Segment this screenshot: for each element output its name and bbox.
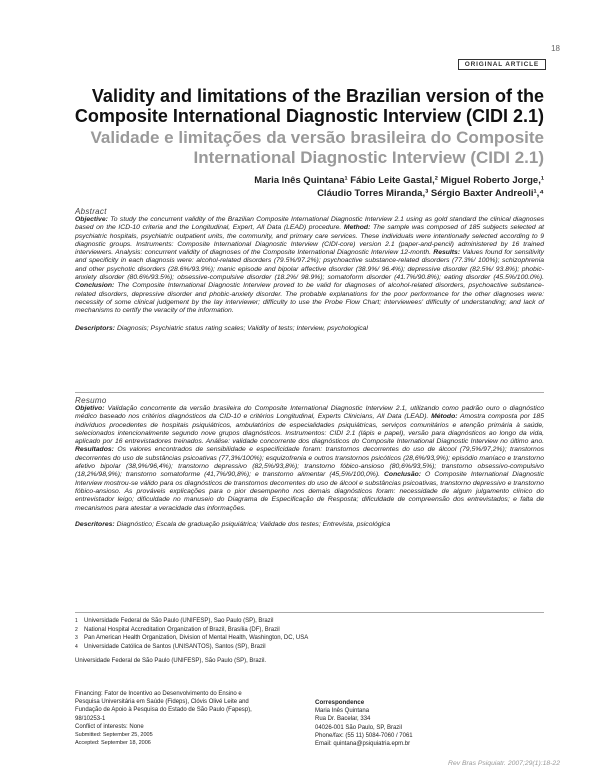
title-portuguese: Validade e limitações da versão brasileira do Composite International Diagnostic Interview (CIDI 2.1) bbox=[90, 128, 544, 167]
accepted-date: Accepted: September 18, 2006 bbox=[75, 740, 151, 747]
resumo-body bbox=[75, 405, 544, 513]
abstract-results: Values found for sensitivity and specificity in each diagnosis were: alcohol-related disorders (79.5%/97.2%); psychoactive substance-related disorders (77.3%/ 100%); schizophrenia and other psychotic disorders (28.6%/93.9%); manic episode and bipolar affective disorder (38.9%/ 96.4%); depressive disorder (82.5%/ 93.8%); phobic-anxiety disorder (80.6%/93.5%); obsessive-compulsive disorder (18.2%/ 98.9%); somatoform disorder (41.7%/90.8%); eating disorder (45.5%/100.0%). bbox=[75, 249, 545, 282]
resumo-method-label: Método: bbox=[431, 413, 458, 421]
financing-info bbox=[75, 690, 252, 747]
author-line-1: Maria Inês Quintana¹ Fábio Leite Gastal,² Miguel Roberto Jorge,¹ bbox=[254, 175, 544, 186]
page-number: 18 bbox=[551, 44, 560, 53]
abstract-conclusion: The Composite International Diagnostic Interview proved to be valid for diagnoses of alcohol-related disorders, psychoactive substance-related disorders, depressive disorder and phobic-anxiety disorder. The probable explanations for the poor performance for the other diagnoses were: necessity of some clinical judgement by the lay interviewer; difficulty to use the Probe Flow Chart; interviewees' difficulty of understanding; and lack of mechanisms to certify the veracity of the information. bbox=[75, 282, 544, 315]
institution: Universidade Federal de São Paulo (UNIFESP), São Paulo (SP), Brazil. bbox=[75, 658, 267, 665]
abstract-section bbox=[75, 207, 544, 333]
resumo-method: Amostra composta por 185 indivíduos procedentes de hospitais psiquiátricos, ambulatórios de especialidades psiquiátricas, serviços comunitários e atenção primária à saúde, selecionados intencionalmente segundo nove grupos diagnósticos. Instrumentos: CIDI 2.1 (lápis e papel), versão para diagnósticos ao longo da vida, aplicado por 16 entrevistadores treinados. Análise: validade concorrente dos diagnósticos do Composite International Diagnostic Interview no último ano. bbox=[75, 413, 544, 446]
correspondence-name: Maria Inês Quintana bbox=[315, 708, 370, 715]
conflict-of-interests: Conflict of interests: None bbox=[75, 723, 144, 730]
resumo-heading: Resumo bbox=[75, 396, 107, 405]
affiliation-1: 1 Universidade Federal de São Paulo (UNIFESP), Sao Paulo (SP), Brazil bbox=[75, 618, 274, 624]
resumo-results-label: Resultados: bbox=[75, 446, 114, 454]
abstract-descriptors bbox=[75, 325, 544, 333]
affiliation-4: 4 Universidade Católica de Santos (UNISANTOS), Santos (SP), Brazil bbox=[75, 643, 266, 650]
resumo-objective-label: Objetivo: bbox=[75, 405, 105, 412]
author-line-2: Cláudio Torres Miranda,³ Sérgio Baxter Andreoli¹,⁴ bbox=[317, 188, 544, 199]
resumo-section bbox=[75, 396, 544, 529]
correspondence-info bbox=[315, 699, 413, 748]
affiliations bbox=[75, 617, 308, 666]
resumo-descriptors bbox=[75, 521, 544, 529]
descriptors-text: Diagnosis; Psychiatric status rating scales; Validity of tests; Interview, psychological bbox=[116, 324, 368, 332]
abstract-method: The sample was composed of 185 subjects selected at psychiatric hospitals, psychiatric outpatient units, the community, and primary care services. These individuals were intentionally selected according to 9 diagnostic groups. Instruments: Composite International Diagnostic Interview (CIDI-core) version 2.1 (paper-and-pencil) administered by 16 trained interviewers. Analysis: concurrent validity of diagnoses of the Composite International Diagnostic Interview 12-month. bbox=[75, 224, 545, 257]
abstract-results-label: Results: bbox=[433, 249, 461, 257]
abstract-method-label: Method: bbox=[343, 224, 371, 232]
correspondence-heading: Correspondence bbox=[315, 699, 365, 706]
journal-citation: Rev Bras Psiquiatr. 2007;29(1):18-22 bbox=[448, 760, 560, 767]
article-type-badge: ORIGINAL ARTICLE bbox=[458, 59, 546, 70]
financing-line-3: Fundação de Apoio à Pesquisa do Estado de São Paulo (Fapesp), bbox=[75, 707, 252, 714]
abstract-conclusion-label: Conclusion: bbox=[75, 282, 115, 290]
affiliation-2: 2 National Hospital Accreditation Organization of Brazil, Brasília (DF), Brazil bbox=[75, 626, 280, 633]
resumo-conclusion-label: Conclusão: bbox=[384, 471, 422, 479]
abstract-heading: Abstract bbox=[75, 207, 107, 216]
correspondence-street: Rua Dr. Bacelar, 334 bbox=[315, 716, 371, 723]
resumo-results: Os valores encontrados de sensibilidade e especificidade foram: transtornos decorrentes do uso de álcool (79,5%/97,2%); transtornos decorrentes do uso de substâncias psicoativas (77,3%/100%); esquizofrenia e outros transtornos psicóticos (28,6%/93,9%); episódio maníaco e transtorno afetivo bipolar (38,9%/96,4%); transtorno depressivo (82,5%/93,8%); transtorno fóbico-ansioso (80,6%/93,5%); transtorno obsessivo-compulsivo (18,2%/98,9%); transtorno somatoforme (41,7%/90,8%); e transtorno alimentar (45,5%/100,0%). bbox=[75, 446, 545, 479]
resumo-objective: Validação concorrente da versão brasileira do Composite International Diagnostic Interview 2.1, utilizando como padrão ouro o diagnóstico médico baseado nos critérios diagnósticos da CID-10 e critérios Longitudinal, Experts Clinicians, All Data (LEAD). bbox=[75, 405, 544, 421]
descriptors-label: Descriptors: bbox=[75, 324, 116, 332]
financing-line-2: Pesquisa Universitária em Saúde (Fideps), Clóvis Olivé Leite and bbox=[75, 699, 249, 706]
correspondence-phone: Phone/fax: (55 11) 5084-7060 / 7061 bbox=[315, 732, 413, 739]
descritores-label: Descritores: bbox=[75, 520, 115, 528]
divider bbox=[75, 392, 544, 393]
abstract-objective-label: Objective: bbox=[75, 216, 108, 223]
correspondence-city: 04026-001 São Paulo, SP, Brazil bbox=[315, 724, 402, 731]
affiliation-3: 3 Pan American Health Organization, Division of Mental Health, Washington, DC, USA bbox=[75, 635, 309, 642]
title-english: Validity and limitations of the Brazilian version of the Composite International Diagnostic Interview (CIDI 2.1) bbox=[74, 86, 544, 126]
abstract-body bbox=[75, 216, 544, 316]
correspondence-email: Email: quintana@psiquiatria.epm.br bbox=[315, 741, 411, 748]
financing-line-1: Financing: Fator de Incentivo ao Desenvolvimento do Ensino e bbox=[75, 691, 242, 697]
submitted-date: Submitted: September 25, 2005 bbox=[75, 732, 153, 739]
descritores-text: Diagnóstico; Escala de graduação psiquiátrica; Validade dos testes; Entrevista, psicológica bbox=[116, 520, 391, 528]
author-list bbox=[120, 174, 544, 200]
divider bbox=[75, 612, 544, 613]
resumo-conclusion: O Composite International Diagnostic Interview mostrou-se válido para os diagnósticos de transtornos decorrentes do uso de álcool e substâncias psicoativas, transtorno depressivo e transtorno fóbico-ansioso. As prováveis explicações para o pior desempenho nos demais diagnósticos foram: necessidade de algum julgamento clínico do entrevistador leigo; dificuldade no manuseio do Diagrama de Especificação de Resposta; dificuldade de compreensão dos entrevistados; e falta de mecanismos para atestar a veracidade das informações. bbox=[75, 471, 544, 512]
financing-line-4: 98/10253-1 bbox=[75, 715, 106, 722]
abstract-objective: To study the concurrent validity of the Brazilian Composite International Diagnostic Interview 2.1 using as gold standard the clinical diagnoses based on the ICD-10 criteria and the Longitudinal, Expert, All Data (LEAD) procedure. bbox=[75, 216, 545, 232]
